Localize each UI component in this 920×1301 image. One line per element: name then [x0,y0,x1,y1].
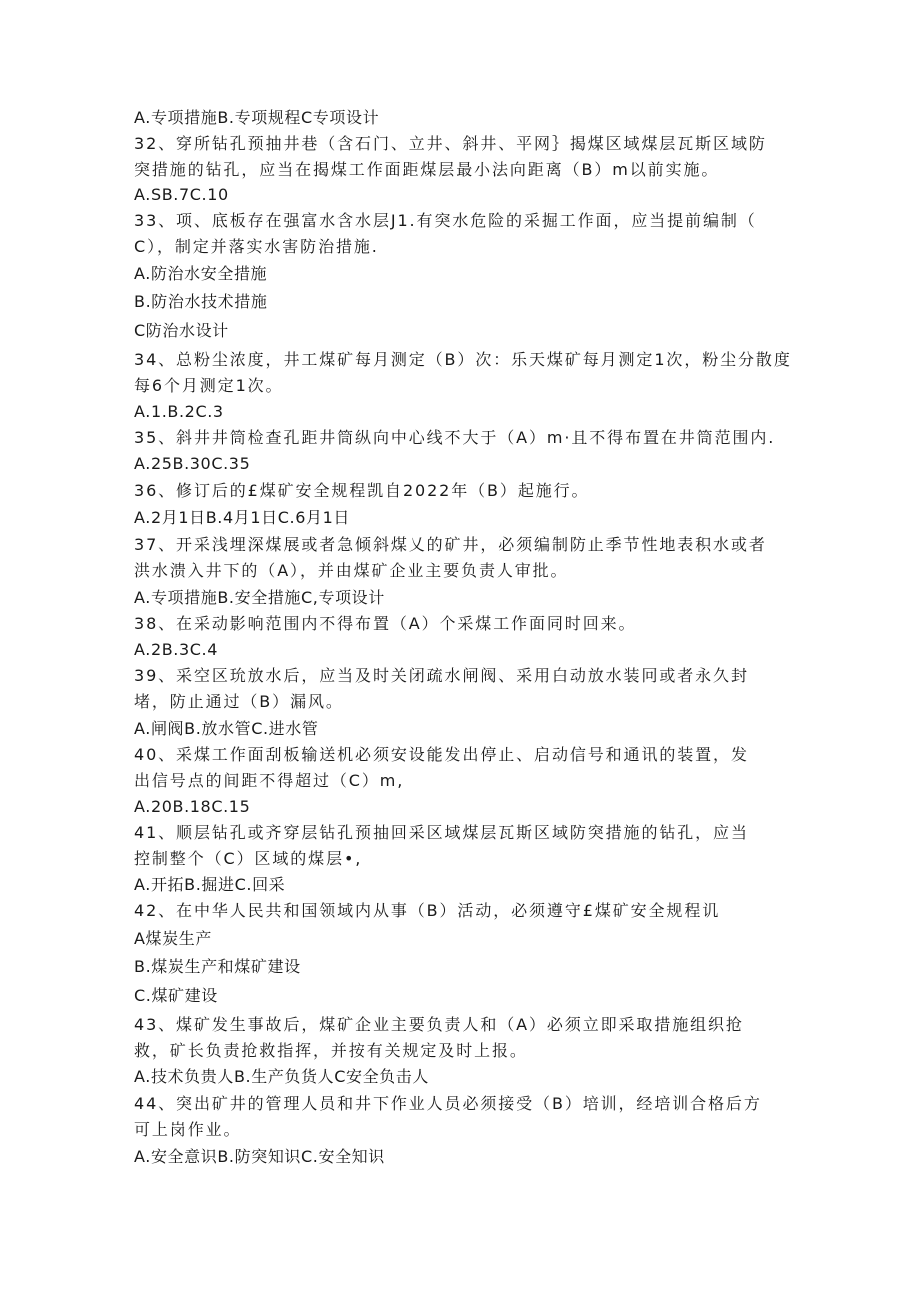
question-39-line-2: 堵，防止通过（B）漏风。 [134,692,344,711]
question-32-line-2: 突措施的钻孔，应当在揭煤工作面距煤层最小法向距离（B）m以前实施。 [134,160,720,179]
question-44-line-2: 可上岗作业。 [134,1120,242,1139]
option-line: B.防治水技术措施 [134,292,268,311]
question-39-line-1: 39、采空区玧放水后，应当及时关闭疏水闸阀、采用白动放水装冋或者永久封 [134,666,749,685]
option-line: A.20B.18C.15 [134,797,251,816]
option-line: A.25B.30C.35 [134,454,251,473]
question-41-line-2: 控制整个（C）区域的煤层•, [134,849,363,868]
option-line: A.防治水安全措施 [134,264,268,283]
option-line: A.2月1日B.4月1日C.6月1日 [134,508,350,527]
question-34-line-2: 每6个月测定1次。 [134,376,284,395]
option-line: C防治水设计 [134,321,229,340]
option-line: A.专项措施B.专项规程C专项设计 [134,108,380,127]
question-37-line-1: 37、开采浅埋深煤展或者急倾斜煤乂的矿井，必须编制防止季节性地表积水或者 [134,535,767,554]
question-40-line-2: 出信号点的间距不得超过（C）m, [134,771,405,790]
option-line: A.2B.3C.4 [134,640,219,659]
option-line: A.安全意识B.防突知识C.安全知识 [134,1147,385,1166]
option-line: A.专项措施B.安全措施C,专项设计 [134,588,385,607]
question-37-line-2: 洪水溃入井下的（A），并由煤矿企业主要负责人审批。 [134,561,569,580]
question-33-line-2: C），制定并落实水害防治措施. [134,237,379,256]
option-line: A.开拓B.掘进C.回采 [134,875,286,894]
option-line: A.1.B.2C.3 [134,402,224,421]
option-line: A.SB.7C.10 [134,185,229,204]
question-44-line-1: 44、突出矿井的管理人员和井下作业人员必须接受（B）培训，经培训合格后方 [134,1094,762,1113]
question-41-line-1: 41、顺层钻孔或齐穿层钻孔预抽回采区域煤层瓦斯区域防突措施的钻孔，应当 [134,823,749,842]
question-43-line-2: 救，矿长负责抢救指挥，并按有关规定及时上报。 [134,1041,528,1060]
question-34-line-1: 34、总粉尘浓度，井工煤矿每月测定（B）次：乐天煤矿每月测定1次，粉尘分散度 [134,350,792,369]
option-line: A煤炭生产 [134,929,212,948]
question-42-line-1: 42、在中华人民共和国领域内从事（B）活动，必须遵守£煤矿安全规程讥 [134,901,721,920]
question-38-line-1: 38、在采动影响范围内不得布置（A）个采煤工作面同时回来。 [134,614,637,633]
question-35-line-1: 35、斜井井筒检查孔距井筒纵向中心线不大于（A）m·且不得布置在井筒范围内. [134,428,776,447]
option-line: A.闸阀B.放水管C.进水管 [134,719,319,738]
option-line: A.技术负贵人B.生产负货人C安全负击人 [134,1067,429,1086]
question-40-line-1: 40、采煤工作面刮板输送机必须安设能发出停止、启动信号和通讯的装置，发 [134,745,749,764]
question-33-line-1: 33、项、底板存在强富水含水层J1.有突水危险的采掘工作面，应当提前编制（ [134,211,757,230]
option-line: C.煤矿建设 [134,986,218,1005]
question-36-line-1: 36、修订后的£煤矿安全规程凯自2022年（B）起施行。 [134,481,590,500]
question-32-line-1: 32、穿所钻孔预抽井巷（含石门、立井、斜井、平网｝揭煤区域煤层瓦斯区域防 [134,134,767,153]
question-43-line-1: 43、煤矿发生事故后，煤矿企业主要负责人和（A）必须立即采取措施组织抢 [134,1015,744,1034]
option-line: B.煤炭生产和煤矿建设 [134,957,301,976]
